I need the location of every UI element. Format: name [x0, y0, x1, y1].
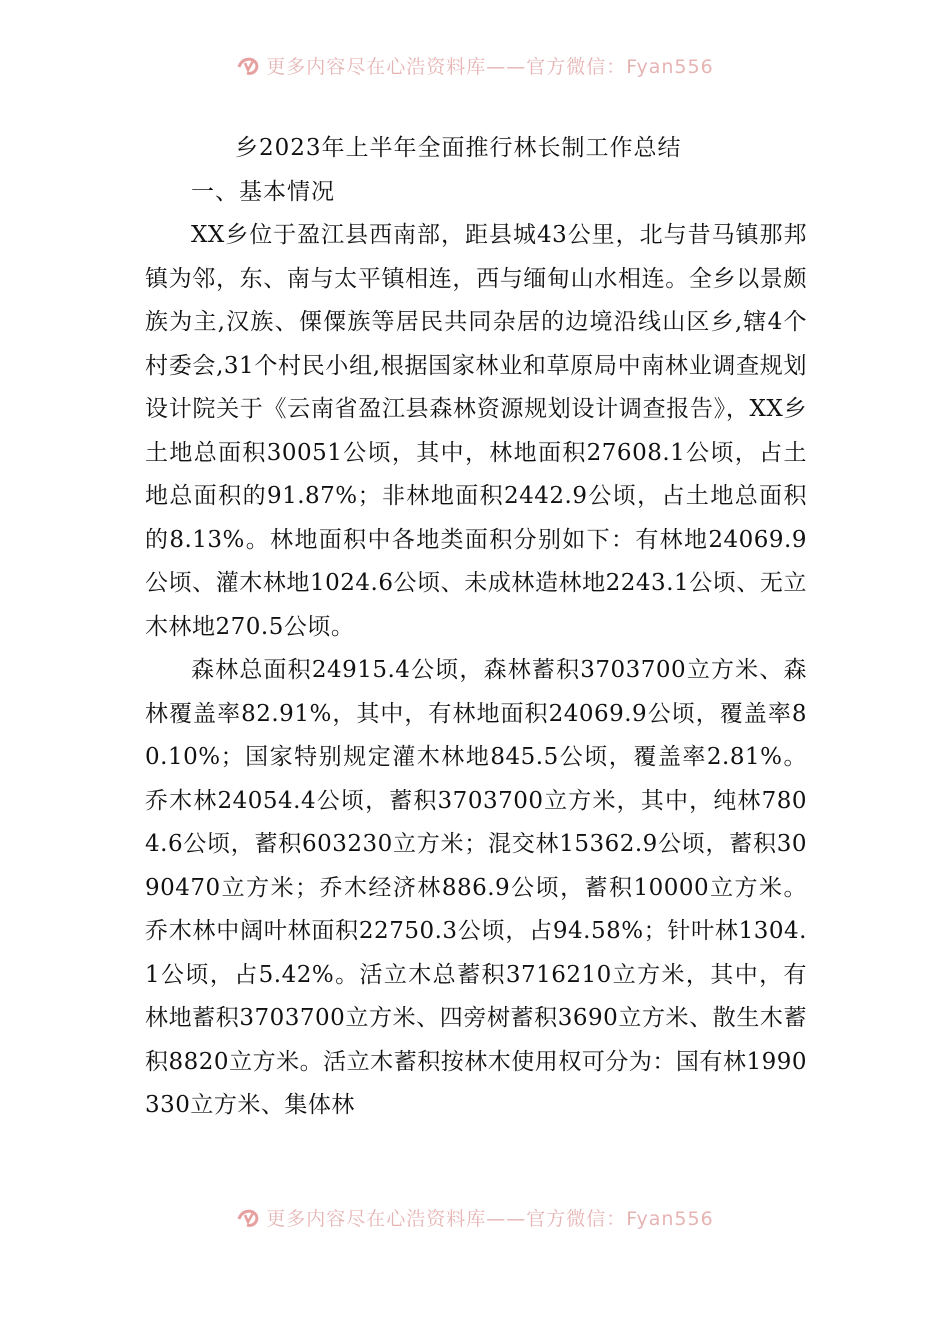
section-heading: 一、基本情况: [191, 179, 335, 205]
document-title: 乡2023年上半年全面推行林长制工作总结: [235, 135, 682, 161]
watermark-text: 更多内容尽在心浩资料库——官方微信：Fyan556: [266, 1208, 714, 1230]
document-page: [145, 126, 807, 1128]
watermark-logo-icon: [236, 55, 262, 77]
watermark-logo-icon: [236, 1207, 262, 1229]
paragraph: XX乡位于盈江县西南部，距县城43公里，北与昔马镇那邦镇为邻，东、南与太平镇相连，西与缅甸山水相连。全乡以景颇族为主,汉族、傈僳族等居民共同杂居的边境沿线山区乡,辖4个村委会,31个村民小组,根据国家林业和草原局中南林业调查规划设计院关于《云南省盈江县森林资源规划设计调查报告》，XX乡土地总面积30051公顷，其中，林地面积27608.1公顷，占土地总面积的91.87%；非林地面积2442.9公顷，占土地总面积的8.13%。林地面积中各地类面积分别如下：有林地24069.9公顷、灌木林地1024.6公顷、未成林造林地2243.1公顷、无立木林地270.5公顷。: [145, 222, 807, 640]
paragraph: 森林总面积24915.4公顷，森林蓄积3703700立方米、森林覆盖率82.91%，其中，有林地面积24069.9公顷，覆盖率80.10%；国家特别规定灌木林地845.5公顷，覆盖率2.81%。乔木林24054.4公顷，蓄积3703700立方米，其中，纯林7804.6公顷，蓄积603230立方米；混交林15362.9公顷，蓄积3090470立方米；乔木经济林886.9公顷，蓄积10000立方米。乔木林中阔叶林面积22750.3公顷，占94.58%；针叶林1304.1公顷，占5.42%。活立木总蓄积3716210立方米，其中，有林地蓄积3703700立方米、四旁树蓄积3690立方米、散生木蓄积8820立方米。活立木蓄积按林木使用权可分为：国有林1990330立方米、集体林: [145, 657, 807, 1118]
watermark-text: 更多内容尽在心浩资料库——官方微信：Fyan556: [266, 56, 714, 78]
watermark-bottom: [0, 1204, 950, 1244]
watermark-top: [0, 52, 950, 92]
